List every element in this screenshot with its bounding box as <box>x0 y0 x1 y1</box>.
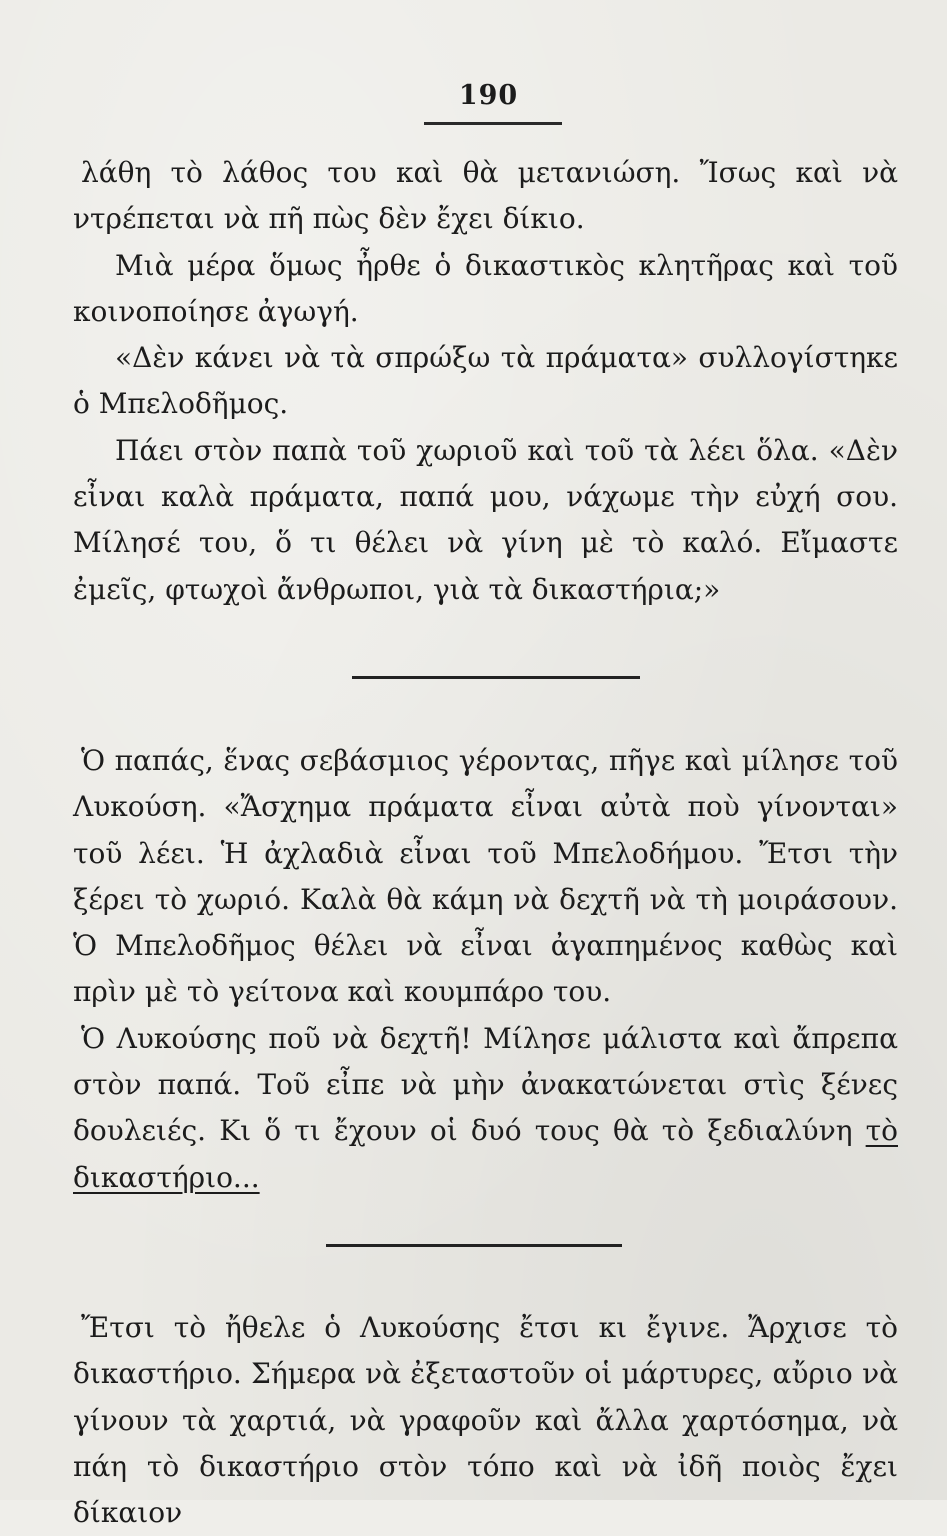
paragraph: Πάει στὸν παπὰ τοῦ χωριοῦ καὶ τοῦ τὰ λέει ὅλα. «Δὲν εἶναι καλὰ πράματα, παπά μου, νάχωμε τὴν εὐχή σου. Μίλησέ του, ὅ τι θέλει νὰ γίνη μὲ τὸ καλό. Εἴμαστε ἐμεῖς, φτωχοὶ ἄνθρωποι, γιὰ τὰ δικαστήρια;» <box>73 433 898 606</box>
page-number-rule <box>424 122 562 125</box>
paragraph: Ὁ παπάς, ἕνας σεβάσμιος γέροντας, πῆγε καὶ μίλησε τοῦ Λυκούση. «Ἄσχημα πράματα εἶναι αὐτὰ ποὺ γίνονται» τοῦ λέει. Ἡ ἀχλαδιὰ εἶναι τοῦ Μπελοδήμου. Ἔτσι τὴν ξέρει τὸ χωριό. Καλὰ θὰ κάμη νὰ δεχτῆ νὰ τὴ μοιράσουν. Ὁ Μπελοδῆμος θέλει νὰ εἶναι ἀγαπημένος καθὼς καὶ πρὶν μὲ τὸ γείτονα καὶ κουμπάρο του. <box>73 744 898 1009</box>
paragraph: Μιὰ μέρα ὅμως ἦρθε ὁ δικαστικὸς κλητῆρας καὶ τοῦ κοινοποίησε ἀγωγή. <box>73 248 898 328</box>
page-number: 190 <box>458 80 519 111</box>
paragraph <box>73 1016 898 1201</box>
section-3-text <box>73 1305 898 1536</box>
section-divider <box>352 676 640 679</box>
paragraph: «Δὲν κάνει νὰ τὰ σπρώξω τὰ πράματα» συλλογίστηκε ὁ Μπελοδῆμος. <box>73 341 898 421</box>
paragraph: λάθη τὸ λάθος του καὶ θὰ μετανιώση. Ἴσως καὶ νὰ ντρέπεται νὰ πῆ πὼς δὲν ἔχει δίκιο. <box>73 156 898 236</box>
underlined-text: τὸ δικαστήριο... <box>73 1114 898 1194</box>
section-divider <box>326 1244 622 1247</box>
paragraph: Ἔτσι τὸ ἤθελε ὁ Λυκούσης ἔτσι κι ἔγινε. Ἄρχισε τὸ δικαστήριο. Σήμερα νὰ ἐξεταστοῦν οἱ μάρτυρες, αὔριο νὰ γίνουν τὰ χαρτιά, νὰ γραφοῦν καὶ ἄλλα χαρτόσημα, νὰ πάη τὸ δικαστήριο στὸν τόπο καὶ νὰ ἰδῆ ποιὸς ἔχει δίκαιον <box>73 1311 898 1530</box>
paragraph-text: Ὁ Λυκούσης ποῦ νὰ δεχτῆ! Μίλησε μάλιστα καὶ ἄπρεπα στὸν παπά. Τοῦ εἶπε νὰ μὴν ἀνακατώνεται στὶς ξένες δουλειές. Κι ὅ τι ἔχουν οἱ δυό τους θὰ τὸ ξεδιαλύνη <box>73 1021 898 1148</box>
section-1-text <box>73 150 898 613</box>
section-2-text <box>73 738 898 1201</box>
